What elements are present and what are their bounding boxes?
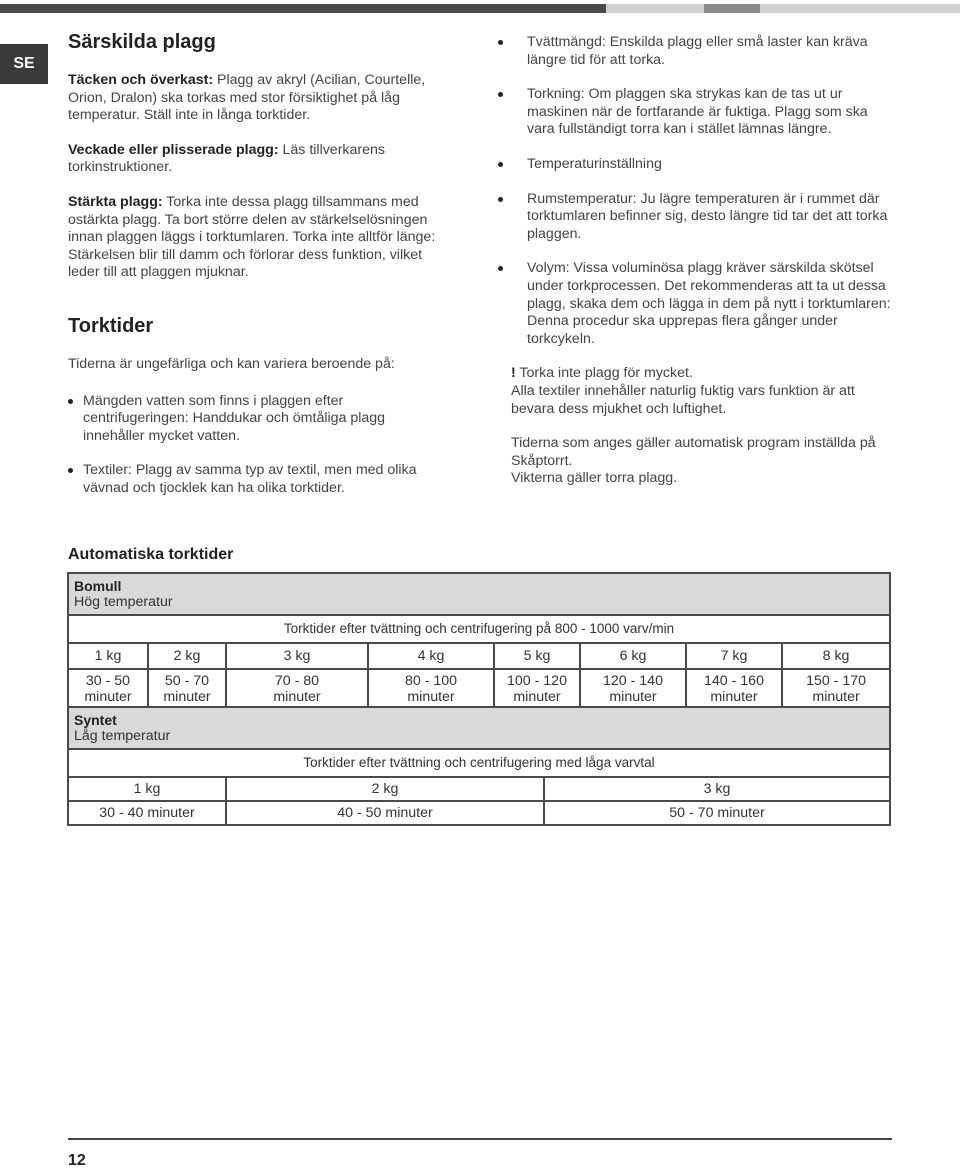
table-row [68, 749, 890, 777]
table-title: Automatiska torktider [68, 546, 234, 563]
table-cell: 5 kg [494, 643, 580, 669]
table-cell: 30 - 50 minuter [68, 669, 148, 709]
table-cell: 40 - 50 minuter [226, 801, 544, 825]
note-program: Tiderna som anges gäller automatisk program inställda på Skåptorrt. [511, 435, 876, 469]
table-row [68, 801, 890, 825]
list-item: Temperaturinställning [511, 156, 896, 174]
note-weights: Vikterna gäller torra plagg. [511, 470, 678, 487]
top-bar-segment [760, 4, 960, 13]
table-cell: 4 kg [368, 643, 494, 669]
warning-icon: ! [511, 365, 516, 382]
bullet-icon [68, 399, 73, 404]
right-column [511, 34, 896, 488]
list-item: Tvättmängd: Enskilda plagg eller små laster kan kräva längre tid för att torka. [511, 34, 896, 69]
bullet-icon [498, 266, 503, 271]
section-title-drying-times: Torktider [68, 314, 154, 337]
table-cell: 100 - 120 minuter [494, 669, 580, 709]
warning-text: Alla textiler innehåller naturlig fuktig vars funktion är att bevara dess mjukhet och luftighet. [511, 382, 855, 417]
table-row [68, 707, 890, 749]
table-cell: 30 - 40 minuter [68, 801, 226, 825]
table-row [68, 643, 890, 669]
cotton-header: Bomull Hög temperatur [68, 573, 890, 615]
page-number: 12 [68, 1152, 86, 1169]
list-item: Torkning: Om plaggen ska strykas kan de tas ut ur maskinen när de fortfarande är fuktiga. Plagg som ska vara fullständigt torra kan i stället lämnas längre. [511, 86, 896, 139]
synthetic-table [67, 706, 891, 826]
language-tab: SE [0, 44, 48, 84]
table-cell: 1 kg [68, 777, 226, 801]
table-cell: 3 kg [544, 777, 890, 801]
synthetic-header: Syntet Låg temperatur [68, 707, 890, 749]
bullet-icon [498, 197, 503, 202]
table-cell: 70 - 80 minuter [226, 669, 368, 709]
bullet-icon [498, 40, 503, 45]
table-cell: 6 kg [580, 643, 686, 669]
footer-divider [68, 1138, 892, 1140]
list-item: Rumstemperatur: Ju lägre temperaturen är i rummet där torktumlaren befinner sig, desto längre tid tar det att torka plaggen. [511, 191, 896, 244]
cotton-note: Torktider efter tvättning och centrifugering på 800 - 1000 varv/min [68, 615, 890, 643]
table-cell: 150 - 170 minuter [782, 669, 890, 709]
table-cell: 120 - 140 minuter [580, 669, 686, 709]
bullet-icon [498, 162, 503, 167]
table-cell: 7 kg [686, 643, 782, 669]
synthetic-note: Torktider efter tvättning och centrifugering med låga varvtal [68, 749, 890, 777]
list-item: Textiler: Plagg av samma typ av textil, men med olika vävnad och tjocklek kan ha olika torktider. [68, 462, 440, 497]
list-item: Mängden vatten som finns i plaggen efter centrifugeringen: Handdukar och ömtåliga plagg innehåller mycket vatten. [68, 393, 440, 446]
bullet-icon [68, 468, 73, 473]
table-cell: 3 kg [226, 643, 368, 669]
left-column [68, 30, 440, 498]
intro-text: Tiderna är ungefärliga och kan variera beroende på: [68, 355, 395, 372]
table-row [68, 615, 890, 643]
table-cell: 50 - 70 minuter [544, 801, 890, 825]
table-cell: 8 kg [782, 643, 890, 669]
table-cell: 80 - 100 minuter [368, 669, 494, 709]
paragraph-blankets: Täcken och överkast: Plagg av akryl (Acilian, Courtelle, Orion, Dralon) ska torkas med stor försiktighet på låg temperatur. Ställ inte in långa torktider. [68, 72, 426, 124]
bullet-icon [498, 92, 503, 97]
table-row [68, 777, 890, 801]
list-item: Volym: Vissa voluminösa plagg kräver särskilda skötsel under torkprocessen. Det rekommenderas att ta ut dessa plagg, skaka dem och lägga in dem på nytt i torktumlaren: Denna procedur ska upprepas flera gånger under torkcykeln. [511, 260, 896, 348]
table-cell: 2 kg [226, 777, 544, 801]
paragraph-pleated: Veckade eller plisserade plagg: Läs tillverkarens torkinstruktioner. [68, 141, 386, 176]
table-cell: 1 kg [68, 643, 148, 669]
warning-line: ! Torka inte plagg för mycket. [511, 365, 693, 382]
table-row [68, 573, 890, 615]
section-title-special-garments: Särskilda plagg [68, 31, 216, 53]
cotton-table [67, 572, 891, 710]
table-row [68, 669, 890, 709]
top-bar-segment [704, 4, 760, 13]
table-cell: 140 - 160 minuter [686, 669, 782, 709]
table-cell: 50 - 70 minuter [148, 669, 226, 709]
top-color-bar [0, 4, 960, 13]
top-bar-segment [606, 4, 704, 13]
table-cell: 2 kg [148, 643, 226, 669]
paragraph-starched: Stärkta plagg: Torka inte dessa plagg tillsammans med ostärkta plagg. Ta bort större delen av stärkelselösningen innan plaggen läggs i torktumlaren. Torka inte alltför länge: Stärkelsen blir till damm och förlorar dess funktion, vilket leder till att plaggen mjuknar. [68, 193, 436, 281]
top-bar-segment [0, 4, 606, 13]
